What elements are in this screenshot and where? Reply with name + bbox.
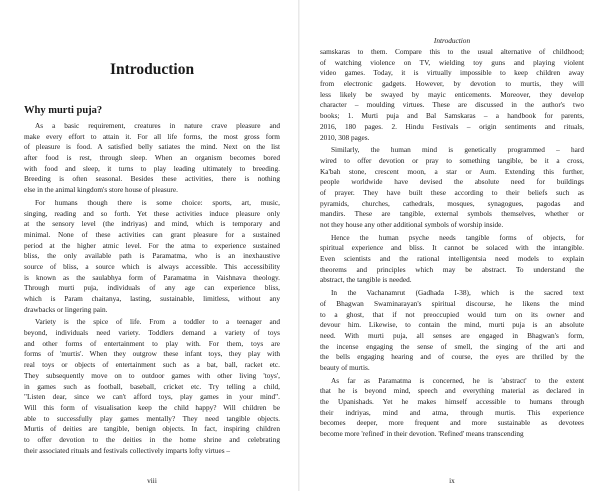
text-line: real toys or objects of entertainment such as a bat, ball, racket etc. [24, 360, 280, 370]
text-line: spiritual experience and bliss. It cannot be solaced with the intangible. [320, 243, 584, 253]
text-line: the bells engaging hearing and of course, the eyes are thrilled by the [320, 352, 584, 362]
text-line: not they house any other additional symbols of worship inside. [320, 220, 504, 229]
text-line: 2016, 180 pages. 2. Hindu Festivals – origin sentiments and rituals, [320, 121, 584, 131]
text-line: able to successfully play games mentally? They need tangible objects. [24, 413, 280, 423]
paragraph [320, 145, 584, 231]
text-line: to offer devotion to the deities in the home shrine and celebrating [24, 434, 280, 444]
text-line: their indriyas, mind and atma, through murtis. This experience [320, 407, 584, 417]
text-line: singing, reading and so forth. Yet these activities induce pleasure only [24, 208, 280, 218]
text-line: Variety is the spice of life. From a toddler to a teenager and [35, 317, 280, 327]
text-line: at the sensory level (the indriyas) and mind, which is temporary and [24, 219, 280, 229]
text-line: from electronic gadgets. However, by devotion to murtis, they will [320, 79, 584, 89]
text-line: As a basic requirement, creatures in nature crave pleasure and [35, 121, 280, 130]
page-number-left: viii [147, 476, 157, 485]
text-line: of Bhagwan Swaminarayan's spiritual discourse, he likens the mind [320, 298, 584, 308]
text-line: Even scientists and the rational intelligentsia need models to explain [320, 254, 584, 264]
text-line: Through murti puja, individuals of any age can experience bliss, [24, 283, 280, 293]
text-line: character – moulding virtues. These are discussed in the author's two [320, 100, 584, 110]
text-line: of pleasure is food. A satisfied belly satiates the mind. Next on the list [24, 142, 280, 152]
text-line: is known as the saulabhya form of Paramatma in Vaishnava theology. [24, 272, 280, 282]
paragraph [24, 198, 280, 316]
running-head: Introduction [433, 36, 471, 45]
text-line: which is Param chaitanya, lasting, sustainable, limitless, without any [24, 294, 280, 303]
text-line: Ka'bah stone, crescent moon, a star or Aum. Extending this further, [320, 166, 584, 176]
section-heading: Why murti puja? [24, 105, 103, 116]
text-line: beyond, individuals need variety. Toddlers demand a variety of toys [24, 328, 280, 338]
paragraph [320, 233, 584, 286]
paragraph [320, 47, 584, 143]
text-line: beauty of murtis. [320, 362, 370, 372]
text-line: Similarly, the human mind is genetically programmed – hard [331, 145, 584, 155]
text-line: in games such as football, baseball, cricket etc. Try telling a child, [24, 381, 280, 391]
text-line: forms of 'murtis'. When they outgrow these infant toys, they play with [24, 349, 280, 359]
text-line: less likely be swayed by mayic enticements. Moreover, they develop [320, 89, 584, 99]
text-line: abstract, the tangible is needed. [320, 275, 412, 285]
text-line: They subsequently move on to outdoor games with other living 'toys', [24, 370, 280, 380]
text-line: that he is beyond mind, speech and everything material as declared in [320, 386, 584, 396]
text-line: drawbacks or lingering pain. [24, 304, 108, 314]
text-line: bliss, the only available path is Paramatma, who is an inexhaustive [24, 251, 280, 261]
text-line: pyramids, churches, cathedrals, mosques, synagogues, pagodas and [320, 198, 584, 208]
text-line: make every effort to attain it. For all life forms, the most gross form [24, 131, 280, 141]
text-line: with food and sleep, it turns to play leading ultimately to breeding. [24, 163, 280, 173]
text-line: the incense engaging the sense of smell, the singing of the arti and [320, 341, 584, 351]
text-line: period at the higher atmic level. For the atma to experience sustained [24, 240, 280, 250]
page-number-right: ix [449, 476, 455, 485]
text-line: In the Vachanamrut (Gadhada I-38), which is the sacred text [331, 288, 584, 298]
paragraph [320, 288, 584, 374]
text-line: "Listen dear, since we can't afford toys, play games in your mind". [24, 392, 280, 402]
text-line: As far as Paramatma is concerned, he is 'abstract' to the extent [331, 375, 584, 385]
text-line: theorems and principles which may be abstract. To understand the [320, 264, 584, 274]
text-line: For humans though there is some choice: sports, art, music, [35, 197, 280, 207]
text-line: need. With murti puja, all senses are engaged in Bhagwan's form, [320, 330, 584, 340]
left-body-text [24, 121, 280, 456]
text-line: minimal. None of these activities can grant pleasure for a sustained [24, 229, 280, 239]
text-line: becomes deeper, more frequent and more sustainable as devotees [320, 418, 584, 428]
text-line: Murtis of deities are tangible, benign objects. In fact, inspiring children [24, 424, 280, 434]
left-page [0, 0, 298, 491]
paragraph [24, 121, 280, 196]
text-line: Hence the human psyche needs tangible forms of objects, for [331, 232, 584, 242]
paragraph [320, 376, 584, 440]
text-line: Breeding is often seasonal. Besides these activities, there is nothing [24, 174, 280, 184]
paragraph [24, 317, 280, 456]
text-line: become more 'refined' in their devotion. 'Refined' means transcending [320, 429, 524, 439]
text-line: to a ghost, that if not preoccupied would turn on its owner and [320, 309, 584, 319]
right-body-text [320, 47, 584, 440]
right-page [300, 0, 600, 491]
text-line: of prayer. They have built these according to their beliefs such as [320, 187, 584, 197]
text-line: people worldwide have devised the absolute need for buildings [320, 177, 584, 187]
text-line: else in the animal kingdom's store house of pleasure. [24, 185, 178, 195]
chapter-title: Introduction [109, 61, 195, 78]
text-line: mandirs. These are tangible, external symbols themselves, whether or [320, 209, 584, 219]
text-line: samskaras to them. Compare this to the usual alternative of childhood; [320, 47, 584, 56]
text-line: the Upanishads. Yet he makes himself accessible to humans through [320, 397, 584, 406]
text-line: Will this form of visualisation keep the child happy? Will children be [24, 402, 280, 412]
text-line: after food is rest, through sleep. When an organism becomes bored [24, 153, 280, 163]
text-line: 2010, 308 pages. [320, 132, 370, 142]
text-line: video games. Today, it is virtually impossible to keep children away [320, 68, 584, 78]
text-line: wired to offer devotion or pray to something tangible, be it a cross, [320, 155, 584, 165]
text-line: their associated rituals and festivals collectively imparts lofty virtues – [24, 445, 231, 455]
text-line: source of bliss, a source which is always accessible. This accessibility [24, 261, 280, 271]
text-line: and other forms of entertainment to play with. For them, toys are [24, 338, 280, 348]
text-line: devour him. Likewise, to contain the mind, murti puja is an absolute [320, 320, 584, 330]
text-line: of watching violence on TV, wielding toy guns and playing violent [320, 57, 584, 67]
text-line: books; 1. Murti puja and Bal Samskaras – a handbook for parents, [320, 111, 584, 121]
